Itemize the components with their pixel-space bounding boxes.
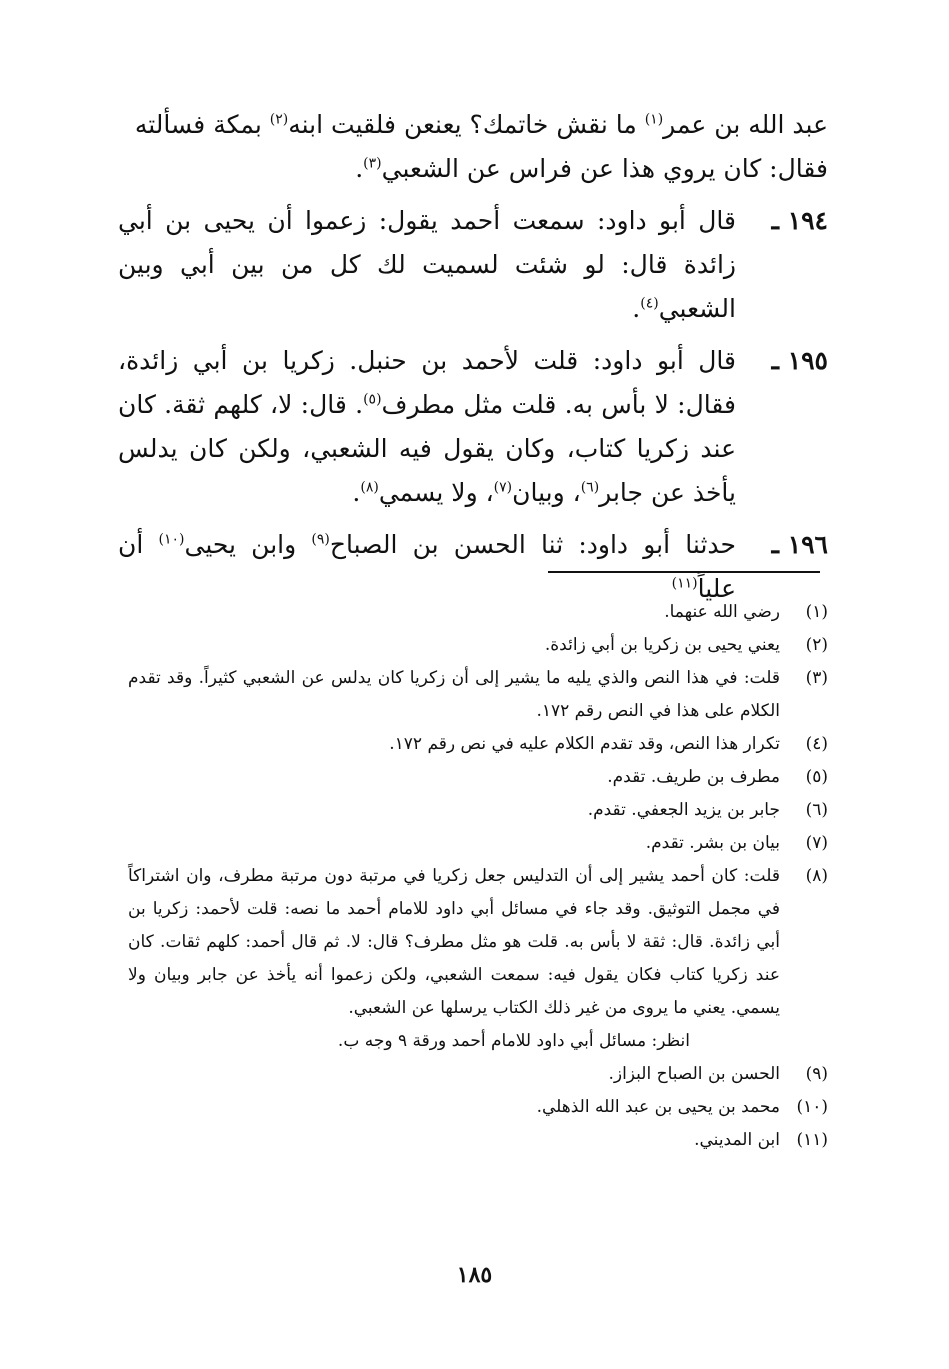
footnote-text: مطرف بن طريف. تقدم. [607,767,780,787]
entry-text: أن علياً [118,530,736,603]
footnote-ref[interactable]: (٢) [269,111,289,128]
footnote-text: جابر بن يزيد الجعفي. تقدم. [587,800,780,820]
footnote-item [128,827,828,860]
footnote-number: (١) [805,602,828,622]
footnote-item [128,1091,828,1124]
entry-text: وابن يحيى [184,530,312,559]
entry-text: قال أبو داود: قلت لأحمد بن حنبل. زكريا بن أبي زائدة، فقال: لا بأس به. قلت مثل مطرف [118,346,736,419]
footnote-number: (٨) [805,866,828,886]
footnote-separator [548,571,820,573]
entries-list [118,199,828,611]
footnote-item [128,728,828,761]
footnote-item [128,1058,828,1091]
footnote-text: ابن المديني. [694,1130,780,1150]
footnote-item [128,629,828,662]
entry-text: . [352,478,361,507]
continuation-line-1: عبد الله بن عمر$^{(١)}$ ما نقش خاتمك؟ يعنعن فلقيت ابنه$^{(٢)}$ بمكة فسألته [134,110,828,139]
footnote-number: (١٠) [796,1097,828,1117]
footnote-text: قلت: في هذا النص والذي يليه ما يشير إلى أن زكريا كان يدلس عن الشعبي كثيراً. وقد تقدم الكلام على هذا في النص رقم ١٧٢. [128,668,780,721]
footnote-item [128,596,828,629]
footnote-text: محمد بن يحيى بن عبد الله الذهلي. [536,1097,780,1117]
footnote-item [128,1025,828,1058]
entry-paragraph [118,339,828,515]
footnote-ref[interactable]: (٦) [580,479,600,496]
entry-text: حدثنا أبو داود: ثنا الحسن بن الصباح [329,530,736,559]
footnote-text: رضي الله عنهما. [664,602,780,622]
page-number: ١٨٥ [456,1262,493,1288]
footnote-number: (١١) [796,1130,828,1150]
entry-text: . قال: لا، كلهم ثقة. كان عند زكريا كتاب، وكان يقول فيه الشعبي، ولكن كان يدلس يأخذ عن جابر [118,390,736,507]
footnote-text: انظر: مسائل أبي داود للامام أحمد ورقة ٩ وجه ب. [337,1031,690,1051]
entry-number: ١٩٤ ـ [771,206,828,235]
footnote-number: (٩) [805,1064,828,1084]
footnote-item [128,794,828,827]
footnote-text: يعني يحيى بن زكريا بن أبي زائدة. [544,635,780,655]
footnote-text: تكرار هذا النص، وقد تقدم الكلام عليه في نص رقم ١٧٢. [389,734,780,754]
entry-text: ، وبيان [512,478,581,507]
footnote-text: الحسن بن الصباح البزاز. [608,1064,780,1084]
footnote-number: (٧) [805,833,828,853]
footnote-ref[interactable]: (٤) [640,295,659,312]
footnote-text: قلت: كان أحمد يشير إلى أن التدليس جعل زكريا في مرتبة دون مرتبة مطرف، وان اشتراكاً في مجمل التوثيق. وقد جاء في مسائل أبي داود للامام أحمد ما نصه: قلت لأحمد: زكريا بن أبي زائدة. قال: ثقة لا بأس به. قلت هو مثل مطرف؟ قال: لا. ثم قال أحمد: كلهم ثقات. كان عند زكريا كتاب فكان يقول فيه: سمعت الشعبي، ولكن زعموا أنه يأخذ عن جابر وبيان ولا يسمي. يعني ما يروى من غير ذلك الكتاب يرسلها عن الشعبي. [128,866,780,1018]
footnote-number: (٣) [805,668,828,688]
footnote-ref[interactable]: (٨) [360,479,379,496]
continuation-paragraph [118,103,828,191]
footnote-ref[interactable]: (١١) [671,575,698,592]
footnotes-section [128,596,828,1157]
footnote-number: (٦) [805,800,828,820]
footnote-ref[interactable]: (١٠) [158,531,185,548]
footnote-ref[interactable]: (٥) [363,391,382,408]
footnote-item [128,1124,828,1157]
continuation-line-2: فقال: كان يروي هذا عن فراس عن الشعبي$^{(٣)}$. [355,154,828,183]
footnote-ref[interactable]: (٩) [311,531,330,548]
entry-paragraph [118,199,828,331]
footnote-item [128,860,828,1025]
footnote-ref[interactable]: (٣) [363,155,382,172]
footnote-item [128,662,828,728]
footnote-number: (٤) [805,734,828,754]
footnote-number [780,1025,828,1058]
entry-text: . [632,294,641,323]
main-text [118,103,828,619]
entry-number: ١٩٦ ـ [771,530,828,559]
footnote-number: (٢) [805,635,828,655]
footnote-ref[interactable]: (١) [644,111,664,128]
footnote-ref[interactable]: (٧) [493,479,513,496]
entry-text: قال أبو داود: سمعت أحمد يقول: زعموا أن يحيى بن أبي زائدة قال: لو شئت لسميت لك كل من بين أبي وبين الشعبي [118,206,736,323]
entry-text: ، ولا يسمي [378,478,494,507]
entry-number: ١٩٥ ـ [771,346,828,375]
footnote-text: بيان بن بشر. تقدم. [645,833,780,853]
footnote-number: (٥) [805,767,828,787]
footnote-item [128,761,828,794]
